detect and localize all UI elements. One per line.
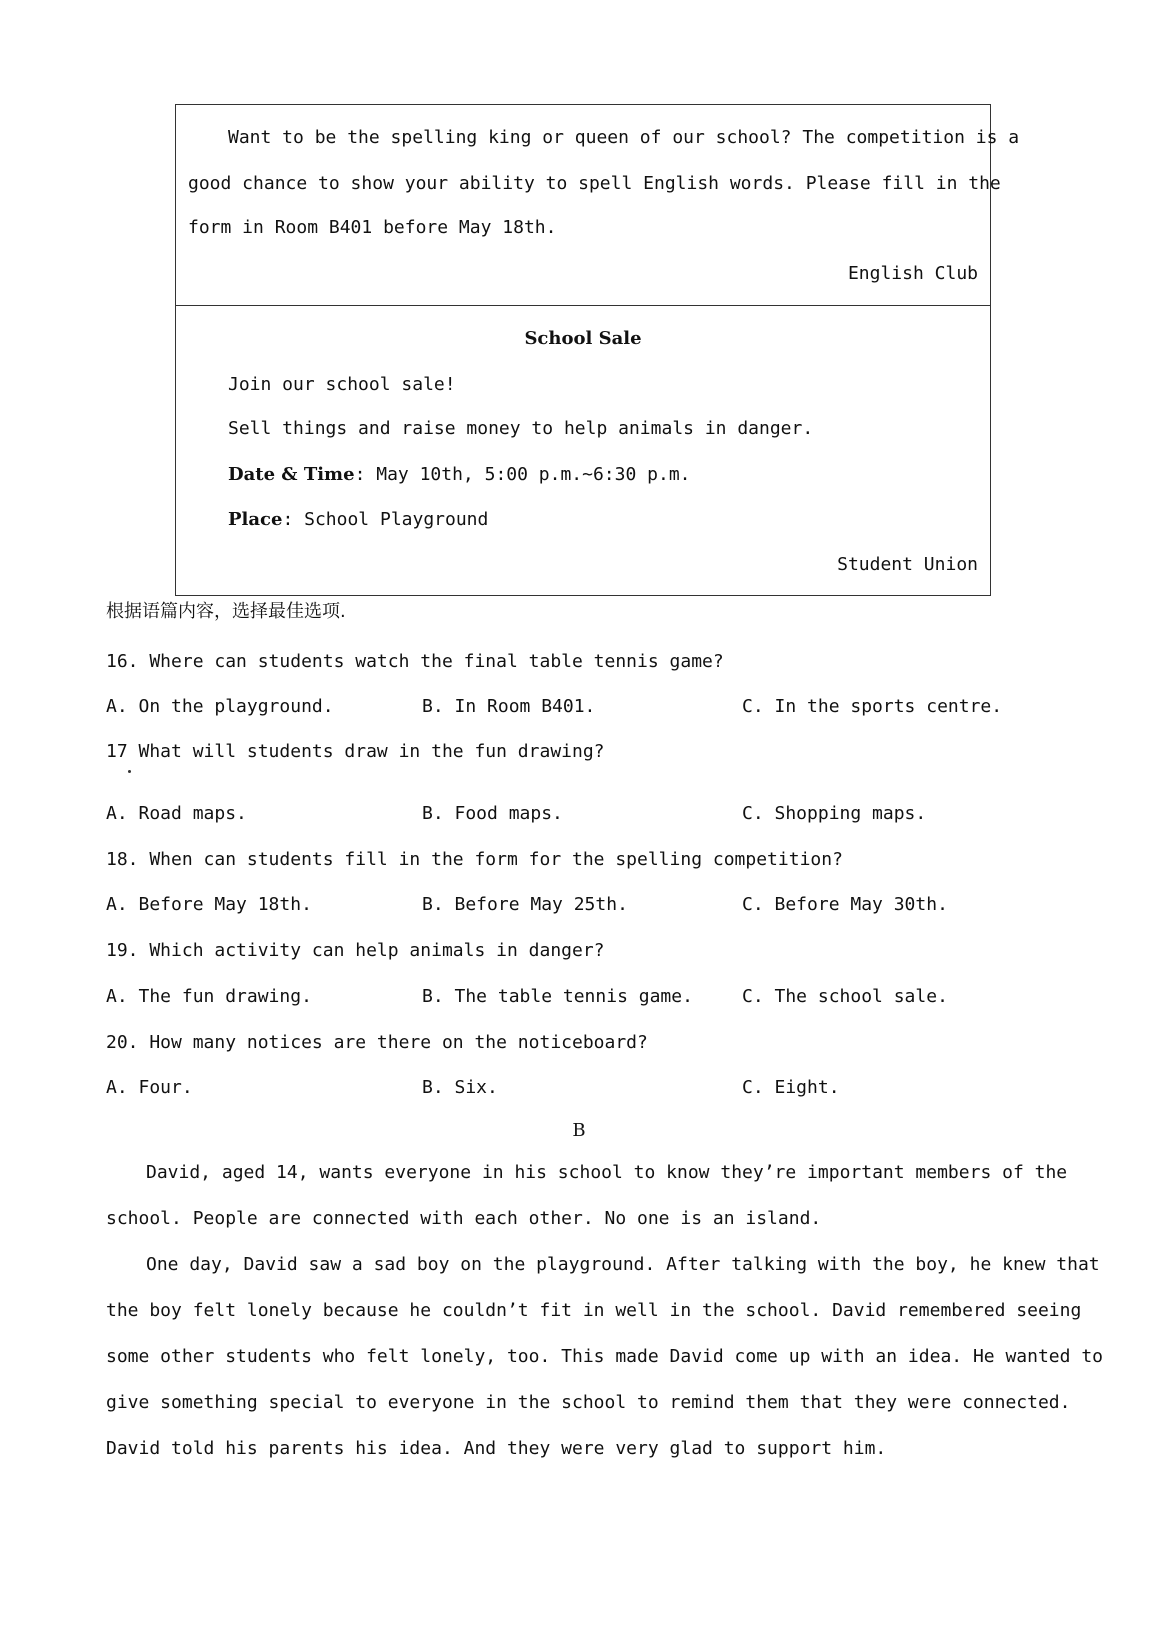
notice-sale-line-2: Sell things and raise money to help animals in danger. <box>228 418 814 439</box>
passage-line-4: the boy felt lonely because he couldn’t fit in well in the school. David remembered seeing <box>106 1300 1082 1321</box>
question-16-option-b: B. In Room B401. <box>422 696 596 717</box>
notice-school-sale <box>176 305 990 595</box>
question-16: 16. Where can students watch the final table tennis game? <box>106 651 724 672</box>
notice-spelling-competition <box>176 105 1020 305</box>
notice-sale-date-value: : May 10th, 5:00 p.m.~6:30 p.m. <box>354 464 691 485</box>
notice-sale-place-value: : School Playground <box>282 509 489 530</box>
notice-sale-date-label: Date & Time <box>228 464 355 485</box>
question-18-option-a: A. Before May 18th. <box>106 894 312 915</box>
question-16-option-a: A. On the playground. <box>106 696 334 717</box>
passage-line-3: One day, David saw a sad boy on the playground. After talking with the boy, he knew that <box>146 1254 1100 1275</box>
passage-line-6: give something special to everyone in the school to remind them that they were connected. <box>106 1392 1071 1413</box>
notice-sale-place-label: Place <box>228 509 283 530</box>
notice-spelling-line-3: form in Room B401 before May 18th. <box>188 217 557 238</box>
passage-line-2: school. People are connected with each other. No one is an island. <box>106 1208 822 1229</box>
passage-line-5: some other students who felt lonely, too. This made David come up with an idea. He wanted to <box>106 1346 1103 1367</box>
notice-sale-date-row <box>188 464 978 486</box>
question-20-option-a: A. Four. <box>106 1077 193 1098</box>
question-19-option-b: B. The table tennis game. <box>422 986 693 1007</box>
notice-sale-place-row <box>188 509 978 531</box>
notice-sale-signature: Student Union <box>837 554 978 575</box>
passage-line-7: David told his parents his idea. And they were very glad to support him. <box>106 1438 887 1459</box>
question-19-option-a: A. The fun drawing. <box>106 986 312 1007</box>
question-17-option-c: C. Shopping maps. <box>742 803 927 824</box>
notice-sale-line-1: Join our school sale! <box>228 374 456 395</box>
question-20-option-b: B. Six. <box>422 1077 498 1098</box>
instruction-text: 根据语篇内容，选择最佳选项. <box>106 601 346 622</box>
question-18-option-b: B. Before May 25th. <box>422 894 628 915</box>
stray-dot <box>128 770 131 773</box>
question-17-option-b: B. Food maps. <box>422 803 563 824</box>
notice-spelling-line-2: good chance to show your ability to spell English words. Please fill in the <box>188 173 1001 194</box>
question-20: 20. How many notices are there on the noticeboard? <box>106 1032 648 1053</box>
question-17-option-a: A. Road maps. <box>106 803 247 824</box>
question-18-option-c: C. Before May 30th. <box>742 894 948 915</box>
passage-line-1: David, aged 14, wants everyone in his school to know they’re important members of the <box>146 1162 1068 1183</box>
notice-board-table <box>175 104 1020 596</box>
notice-spelling-signature: English Club <box>847 263 978 284</box>
section-b-heading: B <box>572 1120 586 1141</box>
notice-sale-title: School Sale <box>524 328 642 349</box>
notice-spelling-line-1: Want to be the spelling king or queen of our school? The competition is a <box>228 127 1020 148</box>
question-18: 18. When can students fill in the form for the spelling competition? <box>106 849 843 870</box>
question-16-option-c: C. In the sports centre. <box>742 696 1003 717</box>
question-17: 17 What will students draw in the fun drawing? <box>106 741 605 762</box>
question-19: 19. Which activity can help animals in danger? <box>106 940 605 961</box>
question-20-option-c: C. Eight. <box>742 1077 840 1098</box>
question-19-option-c: C. The school sale. <box>742 986 948 1007</box>
